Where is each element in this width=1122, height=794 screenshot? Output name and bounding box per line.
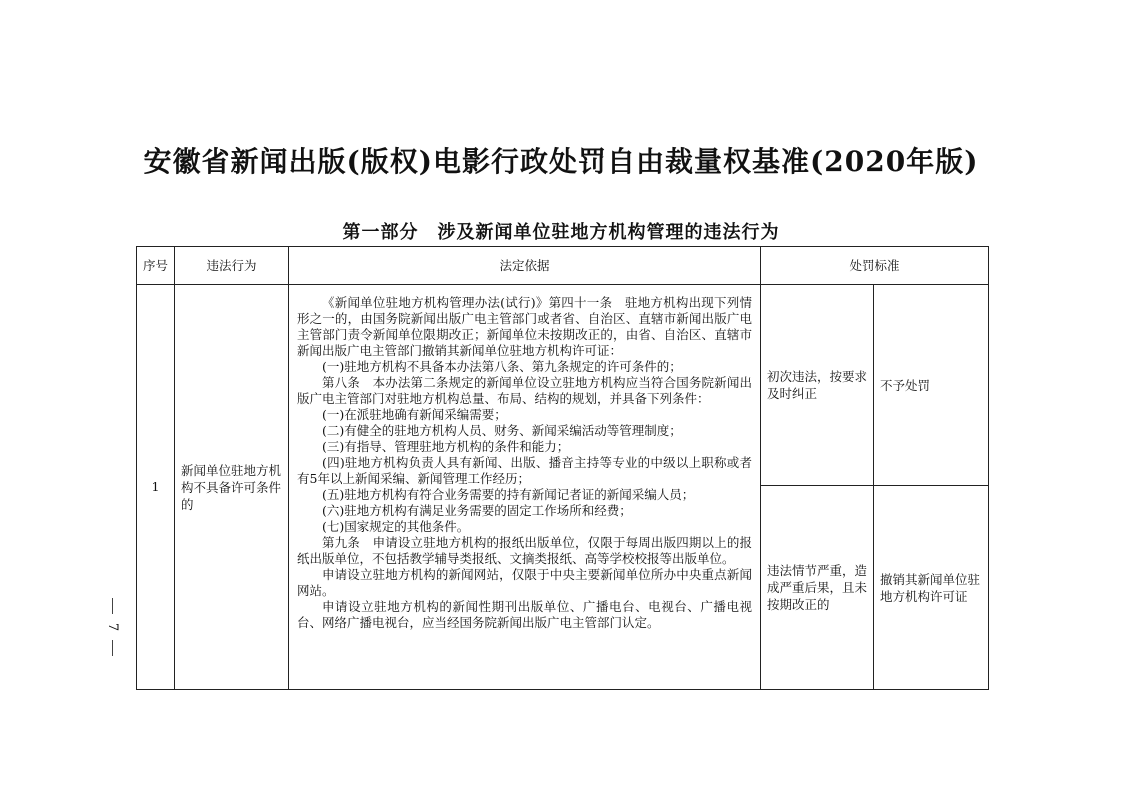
basis-paragraph: (七)国家规定的其他条件。 <box>322 519 470 534</box>
row-basis <box>289 285 761 690</box>
penalty-result: 不予处罚 <box>874 285 989 486</box>
row-no: 1 <box>137 285 175 690</box>
header-no: 序号 <box>137 247 175 285</box>
basis-paragraph: 申请设立驻地方机构的新闻网站，仅限于中央主要新闻单位所办中央重点新闻网站。 <box>297 567 752 598</box>
basis-paragraph: 《新闻单位驻地方机构管理办法(试行)》第四十一条 驻地方机构出现下列情形之一的，由国务院新闻出版广电主管部门或者省、自治区、直辖市新闻出版广电主管部门责令新闻单位限期改正；新闻单位未按期改正的，由省、自治区、直辖市新闻出版广电主管部门撤销其新闻单位驻地方机构许可证： <box>297 295 752 358</box>
basis-paragraph: 第九条 申请设立驻地方机构的报纸出版单位，仅限于每周出版四期以上的报纸出版单位，不包括教学辅导类报纸、文摘类报纸、高等学校校报等出版单位。 <box>297 535 752 566</box>
penalty-standard-table <box>136 246 989 690</box>
basis-paragraph: (一)驻地方机构不具备本办法第八条、第九条规定的许可条件的； <box>322 359 682 374</box>
basis-paragraph: (四)驻地方机构负责人具有新闻、出版、播音主持等专业的中级以上职称或者有5年以上新闻采编、新闻管理工作经历； <box>297 455 752 486</box>
penalty-situation: 初次违法，按要求及时纠正 <box>761 285 874 486</box>
page-number-dash <box>112 598 113 614</box>
penalty-result: 撤销其新闻单位驻地方机构许可证 <box>874 486 989 690</box>
page-number-dash <box>112 640 113 656</box>
penalty-situation: 违法情节严重，造成严重后果，且未按期改正的 <box>761 486 874 690</box>
basis-paragraph: 申请设立驻地方机构的新闻性期刊出版单位、广播电台、电视台、广播电视台、网络广播电视台，应当经国务院新闻出版广电主管部门认定。 <box>297 599 752 630</box>
row-act: 新闻单位驻地方机构不具备许可条件的 <box>175 285 289 690</box>
document-title: 安徽省新闻出版(版权)电影行政处罚自由裁量权基准(2020年版) <box>143 145 979 178</box>
part-title: 第一部分 涉及新闻单位驻地方机构管理的违法行为 <box>342 222 780 243</box>
table-row <box>137 285 989 486</box>
page-number <box>104 598 120 656</box>
basis-paragraph: (三)有指导、管理驻地方机构的条件和能力； <box>322 439 570 454</box>
basis-paragraph: (一)在派驻地确有新闻采编需要； <box>322 407 507 422</box>
header-act: 违法行为 <box>175 247 289 285</box>
basis-paragraph: (五)驻地方机构有符合业务需要的持有新闻记者证的新闻采编人员； <box>322 487 695 502</box>
basis-paragraph: (二)有健全的驻地方机构人员、财务、新闻采编活动等管理制度； <box>322 423 682 438</box>
table-header-row <box>137 247 989 285</box>
basis-paragraph: (六)驻地方机构有满足业务需要的固定工作场所和经费； <box>322 503 632 518</box>
page-number-value: 7 <box>105 622 120 632</box>
header-basis: 法定依据 <box>289 247 761 285</box>
basis-paragraph: 第八条 本办法第二条规定的新闻单位设立驻地方机构应当符合国务院新闻出版广电主管部门对驻地方机构总量、布局、结构的规划，并具备下列条件： <box>297 375 752 406</box>
header-penalty: 处罚标准 <box>761 247 989 285</box>
